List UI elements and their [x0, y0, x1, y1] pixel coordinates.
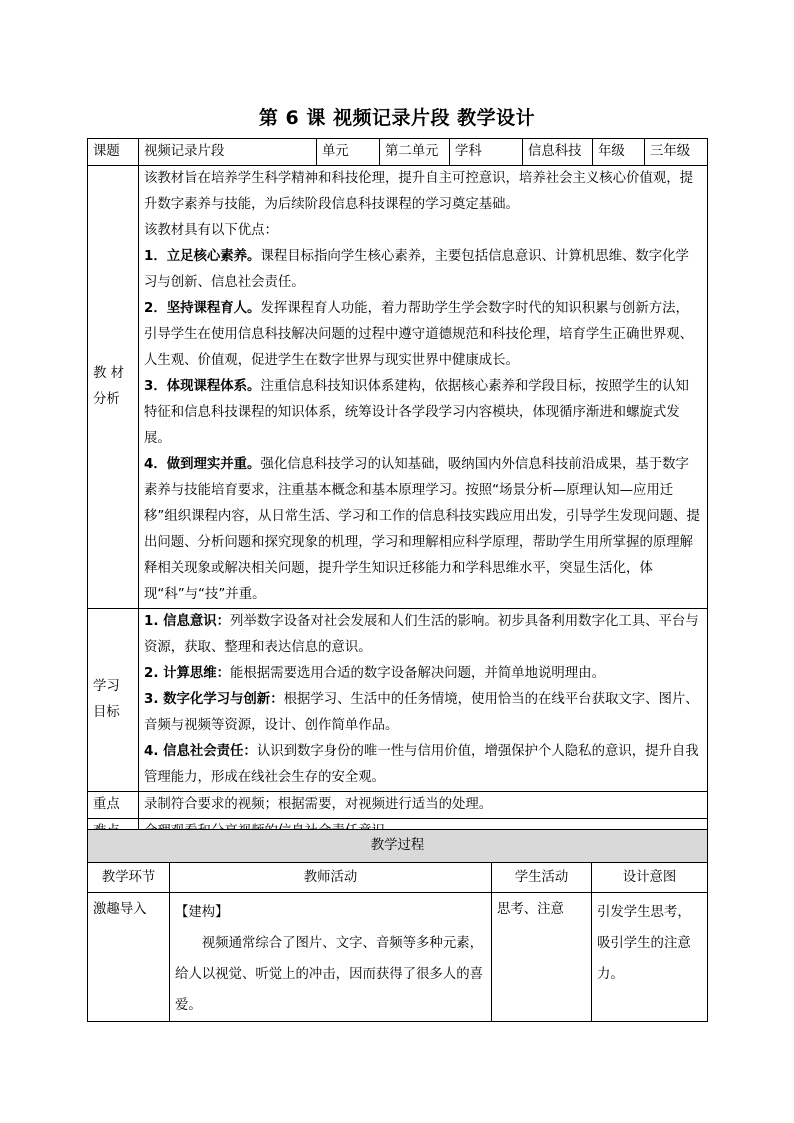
- objective-head: 4. 信息社会责任：: [144, 744, 257, 759]
- student-activity-cell: 思考、注意: [492, 893, 592, 1022]
- unit-value: 第二单元: [380, 139, 450, 166]
- process-title: 教学过程: [88, 830, 708, 863]
- table-row: [88, 893, 708, 1022]
- teaching-process-table: [87, 829, 708, 1022]
- objective-text: 根据学习、生活中的任务情境，使用恰当的在线平台获取文字、图片、音频与视频等资源，设计、创作简单作品。: [144, 692, 699, 733]
- objective-item: [144, 661, 702, 687]
- analysis-point: [144, 244, 702, 296]
- column-header-teacher: 教师活动: [170, 863, 492, 893]
- analysis-advantages-intro: 该教材具有以下优点：: [144, 223, 278, 238]
- lesson-info-table: [87, 138, 708, 846]
- analysis-point-head: 1．立足核心素养。: [144, 249, 261, 264]
- teacher-activity-cell: [170, 893, 492, 1022]
- analysis-point-text: 发挥课程育人功能，着力帮助学生学会数字时代的知识积累与创新方法，引导学生在使用信息科技解决问题的过程中遵守道德规范和科技伦理，培育学生正确世界观、人生观、价值观，促进学生在数字世界与现实世界中健康成长。: [144, 301, 694, 368]
- grade-label: 年级: [593, 139, 645, 166]
- analysis-point-text: 注重信息科技知识体系建构，依据核心素养和学段目标，按照学生的认知特征和信息科技课程的知识体系，统筹设计各学段学习内容模块，体现循序渐进和螺旋式发展。: [144, 379, 689, 446]
- objectives-label: [88, 609, 139, 792]
- column-header-intent: 设计意图: [592, 863, 708, 893]
- analysis-content: [139, 166, 708, 609]
- column-header-student: 学生活动: [492, 863, 592, 893]
- analysis-label-line2: 分析: [93, 392, 120, 407]
- objective-head: 3. 数字化学习与创新：: [144, 692, 284, 707]
- objective-item: [144, 739, 702, 791]
- teacher-activity-text: 视频通常综合了图片、文字、音频等多种元素，给人以视觉、听觉上的冲击，因而获得了很多人的喜爱。: [175, 936, 483, 1013]
- objective-item: [144, 687, 702, 739]
- analysis-intro: 该教材旨在培养学生科学精神和科技伦理，提升自主可控意识，培养社会主义核心价值观，提升数字素养与技能，为后续阶段信息科技课程的学习奠定基础。: [144, 171, 694, 212]
- column-header-stage: 教学环节: [88, 863, 170, 893]
- analysis-point: [144, 452, 702, 608]
- stage-cell: 激趣导入: [88, 893, 170, 1022]
- subject-value: 信息科技: [523, 139, 593, 166]
- objectives-label-line1: 学习: [93, 679, 120, 694]
- key-points-text: 录制符合要求的视频；根据需要，对视频进行适当的处理。: [139, 792, 708, 819]
- key-points-label: 重点: [88, 792, 139, 819]
- teacher-activity-head: 【建构】: [175, 905, 229, 920]
- analysis-point-text: 课程目标指向学生核心素养，主要包括信息意识、计算机思维、数字化学习与创新、信息社会责任。: [144, 249, 689, 290]
- objective-head: 1. 信息意识：: [144, 614, 231, 629]
- analysis-label: [88, 166, 139, 609]
- subject-label: 学科: [450, 139, 523, 166]
- objectives-content: [139, 609, 708, 792]
- analysis-point-head: 3．体现课程体系。: [144, 379, 261, 394]
- objective-text: 列举数字设备对社会发展和人们生活的影响。初步具备利用数字化工具、平台与资源，获取、整理和表达信息的意识。: [144, 614, 699, 655]
- analysis-label-line1: 教 材: [93, 366, 125, 381]
- objective-text: 能根据需要选用合适的数字设备解决问题，并简单地说明理由。: [230, 666, 605, 681]
- analysis-point-head: 2．坚持课程育人。: [144, 301, 261, 316]
- grade-value: 三年级: [645, 139, 708, 166]
- analysis-point-head: 4．做到理实并重。: [144, 457, 261, 472]
- analysis-point: [144, 296, 702, 374]
- objective-text: 认识到数字身份的唯一性与信用价值，增强保护个人隐私的意识，提升自我管理能力，形成在线社会生存的安全观。: [144, 744, 699, 785]
- unit-label: 单元: [317, 139, 380, 166]
- page-title: 第 6 课 视频记录片段 教学设计: [258, 107, 536, 129]
- topic-label: 课题: [88, 139, 139, 166]
- analysis-point-text: 强化信息科技学习的认知基础，吸纳国内外信息科技前沿成果，基于数字素养与技能培育要求，注重基本概念和基本原理学习。按照“场景分析—原理认知—应用迁移”组织课程内容，从日常生活、学习和工作的信息科技实践应用出发，引导学生发现问题、提出问题、分析问题和探究现象的机理，学习和理解相应科学原理，帮助学生用所掌握的原理解释相关现象或解决相关问题，提升学生知识迁移能力和学科思维水平，突显生活化，体现“科”与“技”并重。: [144, 457, 700, 602]
- objective-head: 2. 计算思维：: [144, 666, 231, 681]
- topic-value: 视频记录片段: [139, 139, 317, 166]
- analysis-point: [144, 374, 702, 452]
- objectives-label-line2: 目标: [93, 705, 120, 720]
- objective-item: [144, 609, 702, 661]
- design-intent-cell: 引发学生思考，吸引学生的注意力。: [592, 893, 708, 1022]
